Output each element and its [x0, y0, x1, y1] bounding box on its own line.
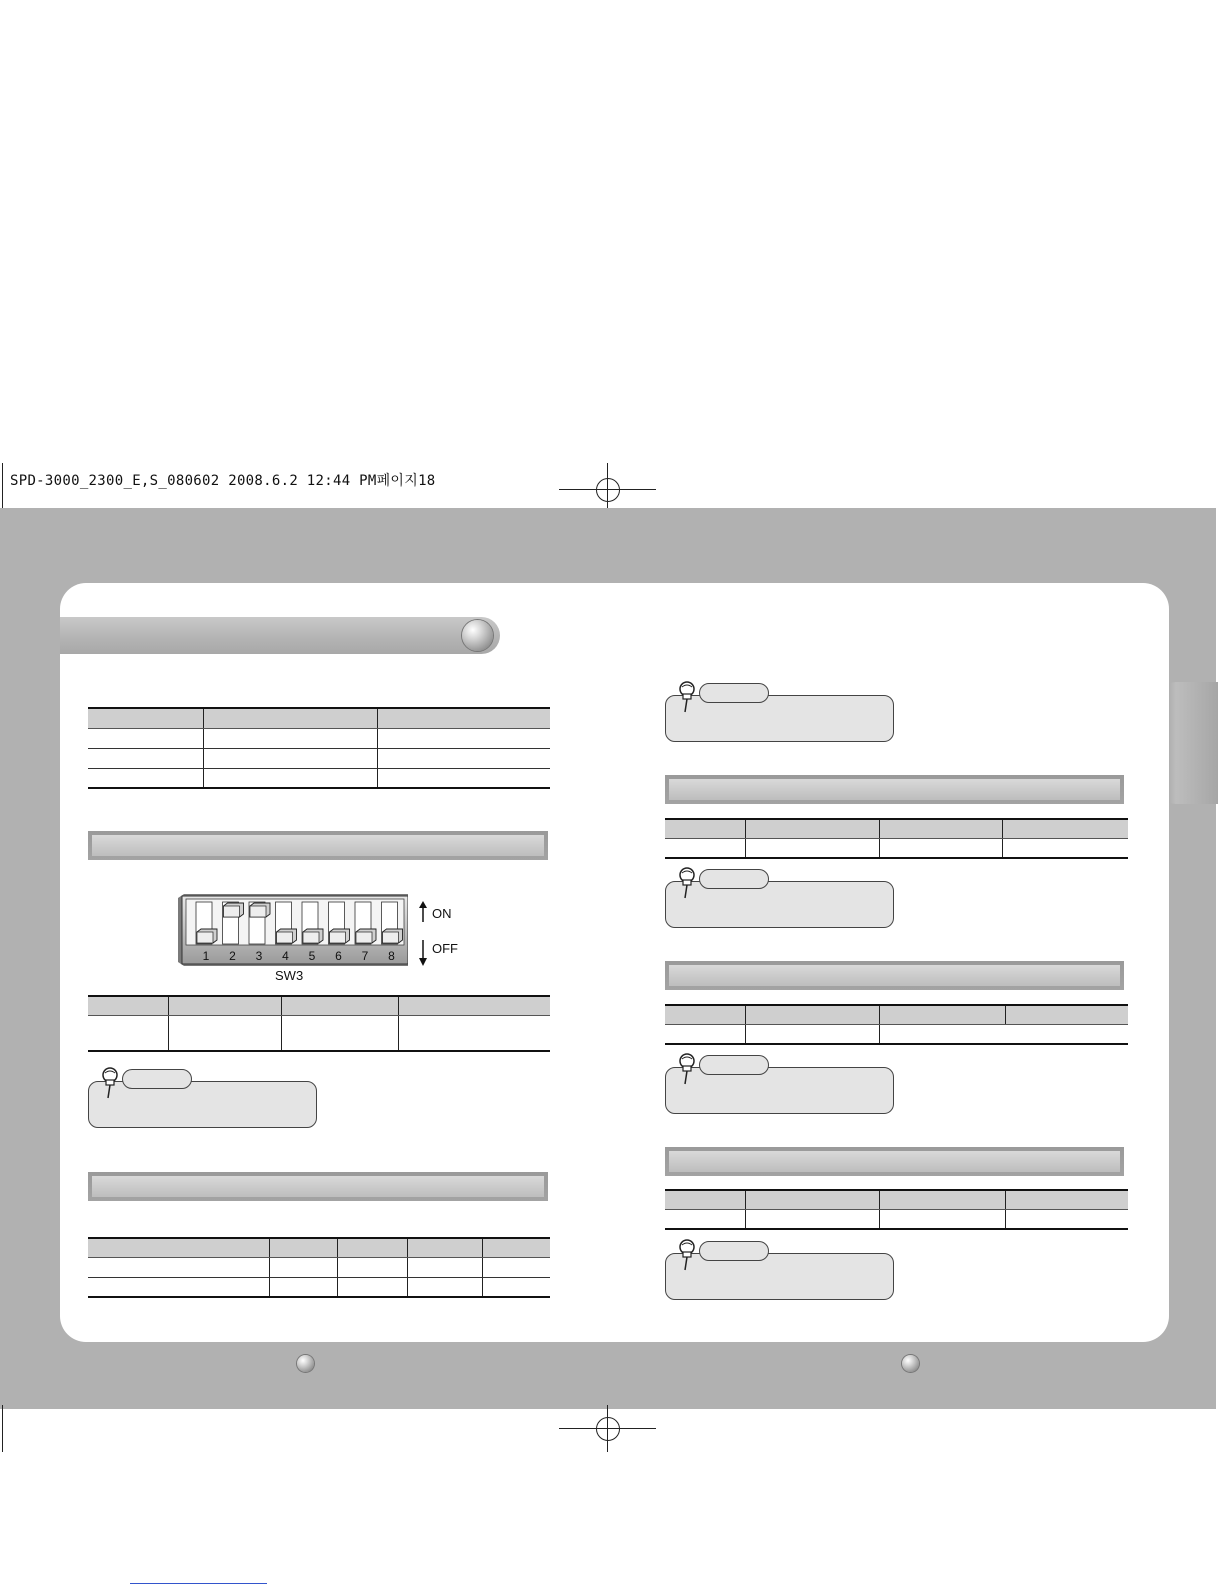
pushpin-icon [676, 1238, 698, 1272]
note-box-2 [665, 695, 894, 742]
pushpin-icon [676, 866, 698, 900]
crop-mark-left-bottom [2, 1405, 3, 1452]
dip-position-label: 5 [308, 949, 316, 963]
page-marker-right-icon [902, 1355, 919, 1372]
dip-toggle-face-4 [277, 932, 293, 943]
section-bar-dip-switch [88, 831, 548, 860]
pushpin-icon [676, 680, 698, 714]
dip-toggle-face-1 [197, 932, 213, 943]
dip-switch-name: SW3 [275, 968, 304, 983]
pushpin-icon [99, 1066, 121, 1100]
off-label: OFF [432, 941, 458, 956]
dip-switch-table [88, 995, 550, 1052]
settings-table-2 [88, 1237, 550, 1298]
note-box-5 [665, 1253, 894, 1300]
note-box-3 [665, 881, 894, 928]
dip-toggle-face-3 [250, 906, 266, 917]
pushpin-icon [676, 1052, 698, 1086]
print-header: SPD-3000_2300_E,S_080602 2008.6.2 12:44 PM페이지18 [10, 473, 436, 489]
on-label: ON [432, 906, 452, 921]
note-box-4 [665, 1067, 894, 1114]
crop-mark-left-top [2, 463, 3, 513]
dip-position-label: 1 [202, 949, 210, 963]
section-bar-right-1 [665, 775, 1124, 804]
note-tab [699, 683, 769, 703]
dip-switch-illustration [178, 894, 408, 966]
dip-position-label: 4 [282, 949, 289, 963]
bottom-underline [130, 1583, 267, 1584]
sphere-icon [462, 620, 493, 651]
registration-mark-icon [596, 1417, 620, 1441]
note-tab [122, 1069, 192, 1089]
section-bar-left-2 [88, 1172, 548, 1201]
page-marker-left-icon [297, 1355, 314, 1372]
dip-toggle-face-6 [330, 932, 346, 943]
section-bar-right-3 [665, 1147, 1124, 1176]
dip-position-label: 8 [388, 949, 395, 963]
note-tab [699, 869, 769, 889]
dip-toggle-face-8 [383, 932, 399, 943]
note-tab [699, 1055, 769, 1075]
dip-position-label: 6 [335, 949, 342, 963]
settings-table-4 [665, 1004, 1128, 1045]
dip-toggle-face-7 [356, 932, 372, 943]
registration-mark-icon [596, 478, 620, 502]
settings-table-3 [665, 818, 1128, 859]
note-tab [699, 1241, 769, 1261]
dip-toggle-face-5 [303, 932, 319, 943]
settings-table-1 [88, 707, 550, 789]
dip-position-label: 3 [255, 949, 263, 963]
dip-position-label: 2 [229, 949, 236, 963]
dip-position-label: 7 [361, 949, 369, 963]
dip-toggle-face-2 [224, 906, 240, 917]
section-bar-right-2 [665, 961, 1124, 990]
settings-table-5 [665, 1189, 1128, 1230]
note-box-1 [88, 1081, 317, 1128]
on-off-arrows-icon [416, 900, 430, 970]
title-banner [60, 617, 500, 654]
